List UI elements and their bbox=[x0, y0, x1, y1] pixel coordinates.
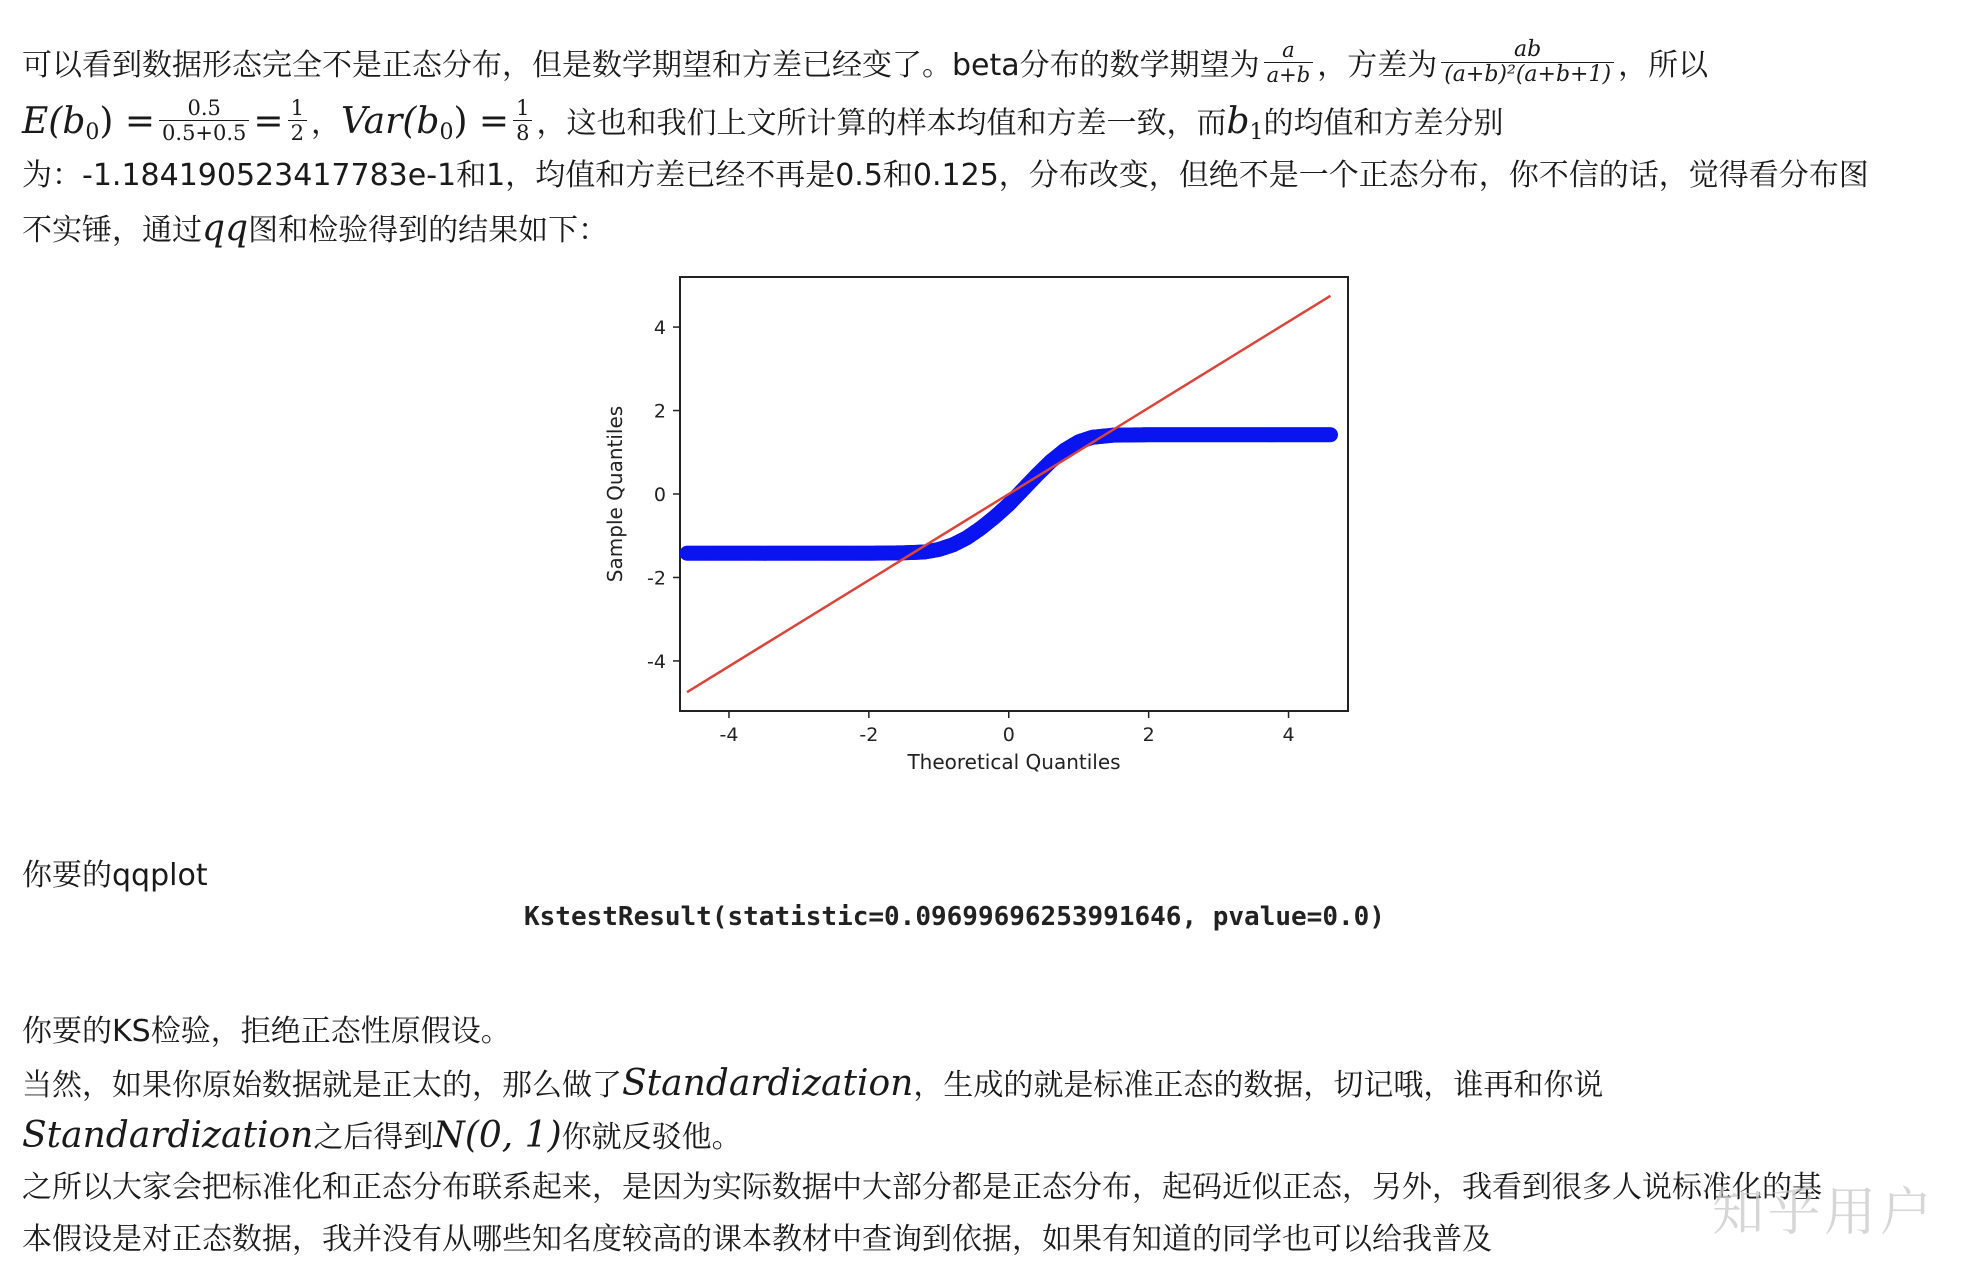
y-tick-label: 0 bbox=[653, 484, 666, 506]
math-run: b bbox=[1226, 101, 1250, 142]
frac-den: 0.5+0.5 bbox=[162, 121, 247, 145]
qq-plot bbox=[600, 265, 1380, 795]
formula-E: $E(b_0)$ = bbox=[22, 101, 156, 145]
frac-den: (a+b)²(a+b+1) bbox=[1444, 62, 1612, 87]
x-tick-label: 4 bbox=[1282, 724, 1295, 746]
text-run: 之后得到 bbox=[313, 1120, 434, 1155]
fraction-one-half bbox=[288, 96, 307, 145]
text-run: 之所以大家会把标准化和正态分布联系起来，是因为实际数据中大部分都是正态分布，起码近似正态，另外，我看到很多人说标准化的基 bbox=[22, 1170, 1822, 1205]
fraction-half-ratio bbox=[159, 96, 249, 145]
math-run: N(0, 1) bbox=[433, 1115, 562, 1156]
sample-point bbox=[1323, 427, 1338, 442]
y-tick-label: 2 bbox=[653, 400, 666, 423]
frac-num: 1 bbox=[288, 96, 307, 121]
paragraph-line-4 bbox=[22, 203, 608, 257]
frac-den: 2 bbox=[290, 121, 304, 145]
mean-fraction bbox=[1264, 38, 1314, 87]
math-run: ) = bbox=[453, 101, 510, 142]
final-paragraph-line-3 bbox=[22, 1162, 1822, 1214]
text-run: 可以看到数据形态完全不是正态分布，但是数学期望和方差已经变了。beta分布的数学期望为 bbox=[22, 48, 1260, 83]
frac-num: a bbox=[1264, 38, 1314, 63]
final-paragraph-line-4 bbox=[22, 1214, 1492, 1266]
frac-den: a+b bbox=[1266, 63, 1311, 87]
frac-num: ab bbox=[1441, 38, 1614, 63]
text-run: 本假设是对正态数据，我并没有从哪些知名度较高的课本教材中查询到依据，如果有知道的同学也可以给我普及 bbox=[22, 1222, 1492, 1257]
text-run: 不实锤，通过 bbox=[22, 213, 202, 248]
qq-plot-svg bbox=[600, 265, 1380, 795]
math-run: = bbox=[253, 101, 284, 142]
qqplot-caption: 你要的qqplot bbox=[22, 858, 208, 893]
math-run: ) = bbox=[99, 101, 156, 142]
math-run: Var(b bbox=[340, 101, 440, 142]
x-tick-label: 2 bbox=[1142, 724, 1155, 746]
frac-den: 8 bbox=[516, 121, 530, 145]
final-paragraph-line-1 bbox=[22, 1058, 1603, 1112]
x-axis-label: Theoretical Quantiles bbox=[907, 750, 1121, 774]
x-tick-label: -2 bbox=[859, 724, 879, 746]
x-tick-label: 0 bbox=[1002, 724, 1015, 746]
frac-num: 1 bbox=[513, 96, 532, 121]
ks-caption: 你要的KS检验，拒绝正态性原假设。 bbox=[22, 1014, 511, 1049]
formula-var: $Var(b_0)$ = bbox=[340, 101, 510, 145]
math-run: E(b bbox=[22, 101, 86, 142]
text-run: 你就反驳他。 bbox=[561, 1120, 742, 1155]
paragraph-line-2: $E(b_0)$ = $\frac{0.5}{0.5+0.5}$ = $\frac{1}{2}$ ，$Var(b_0)$ = $\frac{1}{8}$ ，这也和我们上文所计算的样本均值和方差一致，而$b_1$的均值和方差分别 bbox=[22, 96, 1504, 145]
zhihu-watermark: 知乎用户 bbox=[1711, 1183, 1936, 1243]
text-run: ，所以 bbox=[1618, 48, 1709, 83]
y-axis-label: Sample Quantiles bbox=[603, 405, 627, 583]
y-tick-label: 4 bbox=[653, 317, 666, 340]
paragraph-line-1 bbox=[22, 37, 1709, 92]
y-tick-label: -4 bbox=[647, 650, 666, 673]
fraction-one-eighth bbox=[513, 96, 532, 145]
math-run: Standardization bbox=[622, 1063, 914, 1104]
text-run: ，方差为 bbox=[1317, 48, 1438, 83]
text-run: 图和检验得到的结果如下： bbox=[248, 213, 609, 248]
var-fraction bbox=[1441, 38, 1614, 87]
final-paragraph-line-2 bbox=[22, 1110, 742, 1164]
ks-test-result: KstestResult(statistic=0.09699696253991646, pvalue=0.0) bbox=[524, 902, 1385, 932]
math-run: qq bbox=[202, 208, 249, 249]
x-tick-label: -4 bbox=[719, 724, 739, 746]
text-run: ，这也和我们上文所计算的样本均值和方差一致，而 bbox=[536, 106, 1227, 141]
paragraph-line-3 bbox=[22, 150, 1869, 202]
text-run: 为：-1.184190523417783e-1和1，均值和方差已经不再是0.5和0.125，分布改变，但绝不是一个正态分布，你不信的话，觉得看分布图 bbox=[22, 158, 1869, 193]
text-run: 的均值和方差分别 bbox=[1263, 106, 1504, 141]
text-run: 当然，如果你原始数据就是正太的，那么做了 bbox=[22, 1068, 622, 1103]
frac-num: 0.5 bbox=[159, 96, 249, 121]
text-run: ，生成的就是标准正态的数据，切记哦，谁再和你说 bbox=[913, 1068, 1604, 1103]
formula-b1: $b_1$ bbox=[1226, 101, 1264, 145]
y-tick-label: -2 bbox=[647, 567, 666, 590]
math-run: Standardization bbox=[22, 1115, 314, 1156]
